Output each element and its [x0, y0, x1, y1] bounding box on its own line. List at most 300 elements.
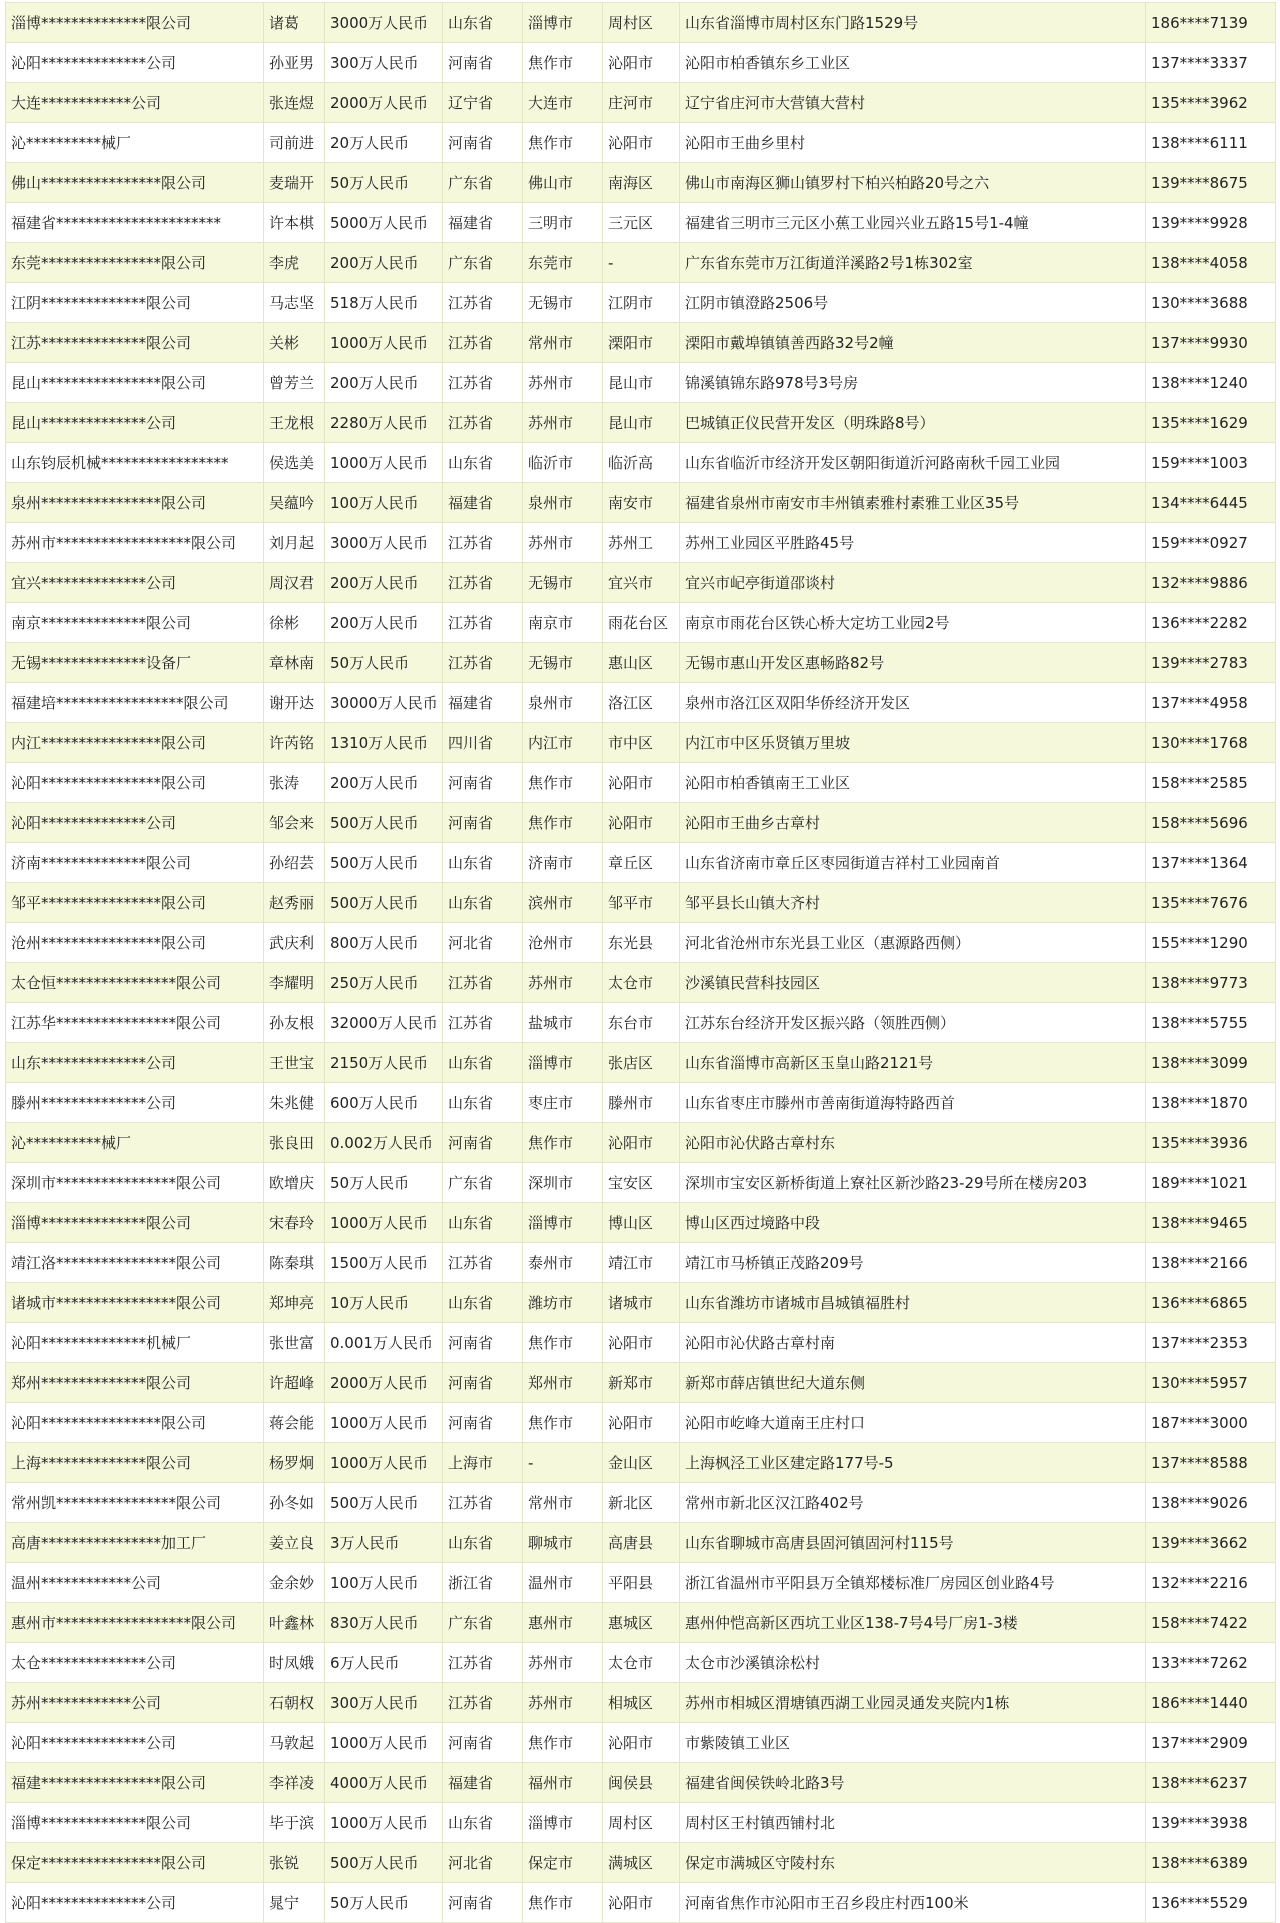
legal-person-cell: 司前进 [264, 123, 325, 163]
phone-cell: 138****6237 [1146, 1763, 1276, 1803]
city-cell: 枣庄市 [523, 1083, 603, 1123]
table-row [6, 1443, 1276, 1483]
phone-cell: 139****3938 [1146, 1803, 1276, 1843]
address-cell: 佛山市南海区狮山镇罗村下柏兴柏路20号之六 [680, 163, 1146, 203]
registered-capital-cell: 50万人民币 [325, 643, 443, 683]
phone-cell: 136****5529 [1146, 1883, 1276, 1923]
legal-person-cell: 毕于滨 [264, 1803, 325, 1843]
table-row [6, 1243, 1276, 1283]
province-cell: 四川省 [443, 723, 523, 763]
company-table-container [5, 2, 1275, 1923]
legal-person-cell: 陈秦琪 [264, 1243, 325, 1283]
legal-person-cell: 张锐 [264, 1843, 325, 1883]
city-cell: 焦作市 [523, 123, 603, 163]
registered-capital-cell: 1000万人民币 [325, 1803, 443, 1843]
registered-capital-cell: 1000万人民币 [325, 323, 443, 363]
address-cell: 沁阳市王曲乡古章村 [680, 803, 1146, 843]
legal-person-cell: 李耀明 [264, 963, 325, 1003]
legal-person-cell: 赵秀丽 [264, 883, 325, 923]
registered-capital-cell: 10万人民币 [325, 1283, 443, 1323]
legal-person-cell: 马志坚 [264, 283, 325, 323]
city-cell: 焦作市 [523, 1123, 603, 1163]
company-name-cell: 沁阳**************公司 [6, 1883, 264, 1923]
company-name-cell: 淄博**************限公司 [6, 1203, 264, 1243]
province-cell: 福建省 [443, 683, 523, 723]
city-cell: 郑州市 [523, 1363, 603, 1403]
company-name-cell: 福建省********************** [6, 203, 264, 243]
table-row [6, 1483, 1276, 1523]
registered-capital-cell: 0.002万人民币 [325, 1123, 443, 1163]
city-cell: 焦作市 [523, 1403, 603, 1443]
company-name-cell: 淄博**************限公司 [6, 1803, 264, 1843]
table-row [6, 923, 1276, 963]
province-cell: 河南省 [443, 123, 523, 163]
company-name-cell: 苏州************公司 [6, 1683, 264, 1723]
address-cell: 沁阳市王曲乡里村 [680, 123, 1146, 163]
company-name-cell: 沁阳**************机械厂 [6, 1323, 264, 1363]
district-cell: 靖江市 [603, 1243, 680, 1283]
legal-person-cell: 诸葛 [264, 3, 325, 43]
phone-cell: 136****2282 [1146, 603, 1276, 643]
address-cell: 山东省淄博市周村区东门路1529号 [680, 3, 1146, 43]
phone-cell: 139****3662 [1146, 1523, 1276, 1563]
company-name-cell: 泉州****************限公司 [6, 483, 264, 523]
province-cell: 江苏省 [443, 1003, 523, 1043]
table-row [6, 43, 1276, 83]
registered-capital-cell: 250万人民币 [325, 963, 443, 1003]
legal-person-cell: 张良田 [264, 1123, 325, 1163]
province-cell: 河南省 [443, 763, 523, 803]
phone-cell: 132****2216 [1146, 1563, 1276, 1603]
district-cell: 沁阳市 [603, 803, 680, 843]
district-cell: 苏州工 [603, 523, 680, 563]
address-cell: 山东省潍坊市诸城市昌城镇福胜村 [680, 1283, 1146, 1323]
table-row [6, 963, 1276, 1003]
phone-cell: 138****1240 [1146, 363, 1276, 403]
phone-cell: 158****5696 [1146, 803, 1276, 843]
legal-person-cell: 马敦起 [264, 1723, 325, 1763]
registered-capital-cell: 500万人民币 [325, 1843, 443, 1883]
address-cell: 周村区王村镇西铺村北 [680, 1803, 1146, 1843]
company-name-cell: 滕州**************公司 [6, 1083, 264, 1123]
phone-cell: 136****6865 [1146, 1283, 1276, 1323]
province-cell: 江苏省 [443, 963, 523, 1003]
city-cell: 沧州市 [523, 923, 603, 963]
phone-cell: 137****3337 [1146, 43, 1276, 83]
phone-cell: 135****3936 [1146, 1123, 1276, 1163]
district-cell: 庄河市 [603, 83, 680, 123]
district-cell: 周村区 [603, 3, 680, 43]
province-cell: 河北省 [443, 1843, 523, 1883]
province-cell: 江苏省 [443, 603, 523, 643]
province-cell: 广东省 [443, 163, 523, 203]
legal-person-cell: 张连煜 [264, 83, 325, 123]
phone-cell: 187****3000 [1146, 1403, 1276, 1443]
province-cell: 山东省 [443, 843, 523, 883]
table-row [6, 403, 1276, 443]
table-row [6, 3, 1276, 43]
address-cell: 沁阳市沁伏路古章村东 [680, 1123, 1146, 1163]
registered-capital-cell: 200万人民币 [325, 563, 443, 603]
city-cell: 淄博市 [523, 3, 603, 43]
province-cell: 福建省 [443, 1763, 523, 1803]
company-name-cell: 济南**************限公司 [6, 843, 264, 883]
legal-person-cell: 徐彬 [264, 603, 325, 643]
company-name-cell: 沧州****************限公司 [6, 923, 264, 963]
phone-cell: 134****6445 [1146, 483, 1276, 523]
district-cell: 沁阳市 [603, 1323, 680, 1363]
city-cell: 无锡市 [523, 563, 603, 603]
phone-cell: 135****7676 [1146, 883, 1276, 923]
address-cell: 沁阳市柏香镇东乡工业区 [680, 43, 1146, 83]
table-row [6, 483, 1276, 523]
table-row [6, 843, 1276, 883]
table-row [6, 1363, 1276, 1403]
phone-cell: 138****9026 [1146, 1483, 1276, 1523]
table-row [6, 243, 1276, 283]
phone-cell: 137****9930 [1146, 323, 1276, 363]
district-cell: 南海区 [603, 163, 680, 203]
phone-cell: 186****1440 [1146, 1683, 1276, 1723]
district-cell: 宝安区 [603, 1163, 680, 1203]
registered-capital-cell: 100万人民币 [325, 1563, 443, 1603]
company-name-cell: 苏州市******************限公司 [6, 523, 264, 563]
province-cell: 河南省 [443, 1363, 523, 1403]
legal-person-cell: 晁宁 [264, 1883, 325, 1923]
district-cell: 博山区 [603, 1203, 680, 1243]
table-row [6, 1323, 1276, 1363]
province-cell: 福建省 [443, 203, 523, 243]
company-name-cell: 福建培*****************限公司 [6, 683, 264, 723]
address-cell: 南京市雨花台区铁心桥大定坊工业园2号 [680, 603, 1146, 643]
district-cell: 相城区 [603, 1683, 680, 1723]
table-row [6, 363, 1276, 403]
province-cell: 广东省 [443, 243, 523, 283]
table-row [6, 563, 1276, 603]
district-cell: 东光县 [603, 923, 680, 963]
address-cell: 山东省济南市章丘区枣园街道吉祥村工业园南首 [680, 843, 1146, 883]
city-cell: 深圳市 [523, 1163, 603, 1203]
district-cell: 太仓市 [603, 1643, 680, 1683]
address-cell: 内江市中区乐贤镇万里坡 [680, 723, 1146, 763]
table-row [6, 283, 1276, 323]
address-cell: 太仓市沙溪镇涂松村 [680, 1643, 1146, 1683]
table-row [6, 1123, 1276, 1163]
district-cell: 雨花台区 [603, 603, 680, 643]
registered-capital-cell: 4000万人民币 [325, 1763, 443, 1803]
registered-capital-cell: 1000万人民币 [325, 1443, 443, 1483]
city-cell: 泰州市 [523, 1243, 603, 1283]
address-cell: 靖江市马桥镇正茂路209号 [680, 1243, 1146, 1283]
table-row [6, 603, 1276, 643]
company-name-cell: 沁**********械厂 [6, 1123, 264, 1163]
legal-person-cell: 麦瑞开 [264, 163, 325, 203]
district-cell: 洛江区 [603, 683, 680, 723]
registered-capital-cell: 3万人民币 [325, 1523, 443, 1563]
registered-capital-cell: 30000万人民币 [325, 683, 443, 723]
city-cell: 南京市 [523, 603, 603, 643]
city-cell: 无锡市 [523, 643, 603, 683]
phone-cell: 159****1003 [1146, 443, 1276, 483]
legal-person-cell: 孙亚男 [264, 43, 325, 83]
phone-cell: 133****7262 [1146, 1643, 1276, 1683]
legal-person-cell: 周汉君 [264, 563, 325, 603]
company-name-cell: 常州凯****************限公司 [6, 1483, 264, 1523]
district-cell: 南安市 [603, 483, 680, 523]
district-cell: 沁阳市 [603, 1883, 680, 1923]
city-cell: 苏州市 [523, 363, 603, 403]
legal-person-cell: 许本棋 [264, 203, 325, 243]
company-name-cell: 沁阳****************限公司 [6, 1403, 264, 1443]
district-cell: 新郑市 [603, 1363, 680, 1403]
registered-capital-cell: 1000万人民币 [325, 1403, 443, 1443]
legal-person-cell: 孙冬如 [264, 1483, 325, 1523]
company-name-cell: 江苏华****************限公司 [6, 1003, 264, 1043]
address-cell: 山东省聊城市高唐县固河镇固河村115号 [680, 1523, 1146, 1563]
registered-capital-cell: 0.001万人民币 [325, 1323, 443, 1363]
company-name-cell: 沁**********械厂 [6, 123, 264, 163]
address-cell: 上海枫泾工业区建定路177号-5 [680, 1443, 1146, 1483]
table-row [6, 883, 1276, 923]
district-cell: 溧阳市 [603, 323, 680, 363]
address-cell: 沁阳市柏香镇南王工业区 [680, 763, 1146, 803]
city-cell: - [523, 1443, 603, 1483]
province-cell: 河南省 [443, 1323, 523, 1363]
table-row [6, 163, 1276, 203]
legal-person-cell: 关彬 [264, 323, 325, 363]
phone-cell: 159****0927 [1146, 523, 1276, 563]
address-cell: 惠州仲恺高新区西坑工业区138-7号4号厂房1-3楼 [680, 1603, 1146, 1643]
city-cell: 泉州市 [523, 483, 603, 523]
legal-person-cell: 许超峰 [264, 1363, 325, 1403]
province-cell: 河北省 [443, 923, 523, 963]
table-row [6, 1523, 1276, 1563]
phone-cell: 155****1290 [1146, 923, 1276, 963]
legal-person-cell: 姜立良 [264, 1523, 325, 1563]
city-cell: 潍坊市 [523, 1283, 603, 1323]
registered-capital-cell: 200万人民币 [325, 363, 443, 403]
legal-person-cell: 石朝权 [264, 1683, 325, 1723]
address-cell: 沁阳市沁伏路古章村南 [680, 1323, 1146, 1363]
address-cell: 江阴市镇澄路2506号 [680, 283, 1146, 323]
legal-person-cell: 蒋会能 [264, 1403, 325, 1443]
table-row [6, 1563, 1276, 1603]
table-row [6, 1603, 1276, 1643]
phone-cell: 137****2909 [1146, 1723, 1276, 1763]
city-cell: 苏州市 [523, 1683, 603, 1723]
district-cell: 东台市 [603, 1003, 680, 1043]
registered-capital-cell: 50万人民币 [325, 1163, 443, 1203]
province-cell: 河南省 [443, 1723, 523, 1763]
legal-person-cell: 宋春玲 [264, 1203, 325, 1243]
district-cell: 市中区 [603, 723, 680, 763]
registered-capital-cell: 32000万人民币 [325, 1003, 443, 1043]
registered-capital-cell: 200万人民币 [325, 603, 443, 643]
address-cell: 市紫陵镇工业区 [680, 1723, 1146, 1763]
district-cell: 临沂高 [603, 443, 680, 483]
district-cell: 高唐县 [603, 1523, 680, 1563]
district-cell: 诸城市 [603, 1283, 680, 1323]
company-name-cell: 南京**************限公司 [6, 603, 264, 643]
province-cell: 山东省 [443, 443, 523, 483]
district-cell: 宜兴市 [603, 563, 680, 603]
address-cell: 常州市新北区汉江路402号 [680, 1483, 1146, 1523]
table-row [6, 123, 1276, 163]
city-cell: 无锡市 [523, 283, 603, 323]
address-cell: 山东省临沂市经济开发区朝阳街道沂河路南秋千园工业园 [680, 443, 1146, 483]
city-cell: 保定市 [523, 1843, 603, 1883]
registered-capital-cell: 200万人民币 [325, 243, 443, 283]
address-cell: 宜兴市屺亭街道邵谈村 [680, 563, 1146, 603]
city-cell: 滨州市 [523, 883, 603, 923]
registered-capital-cell: 5000万人民币 [325, 203, 443, 243]
district-cell: 满城区 [603, 1843, 680, 1883]
address-cell: 邹平县长山镇大齐村 [680, 883, 1146, 923]
legal-person-cell: 刘月起 [264, 523, 325, 563]
legal-person-cell: 曾芳兰 [264, 363, 325, 403]
company-name-cell: 昆山**************公司 [6, 403, 264, 443]
legal-person-cell: 章林南 [264, 643, 325, 683]
address-cell: 河南省焦作市沁阳市王召乡段庄村西100米 [680, 1883, 1146, 1923]
company-name-cell: 保定****************限公司 [6, 1843, 264, 1883]
province-cell: 江苏省 [443, 403, 523, 443]
district-cell: 沁阳市 [603, 123, 680, 163]
table-row [6, 763, 1276, 803]
phone-cell: 158****2585 [1146, 763, 1276, 803]
company-name-cell: 靖江洛****************限公司 [6, 1243, 264, 1283]
legal-person-cell: 朱兆健 [264, 1083, 325, 1123]
city-cell: 聊城市 [523, 1523, 603, 1563]
legal-person-cell: 郑坤亮 [264, 1283, 325, 1323]
province-cell: 山东省 [443, 1523, 523, 1563]
district-cell: 邹平市 [603, 883, 680, 923]
legal-person-cell: 谢开达 [264, 683, 325, 723]
registered-capital-cell: 500万人民币 [325, 1483, 443, 1523]
legal-person-cell: 时凤娥 [264, 1643, 325, 1683]
city-cell: 焦作市 [523, 803, 603, 843]
registered-capital-cell: 1000万人民币 [325, 1203, 443, 1243]
province-cell: 广东省 [443, 1603, 523, 1643]
province-cell: 浙江省 [443, 1563, 523, 1603]
table-row [6, 1723, 1276, 1763]
company-name-cell: 沁阳**************公司 [6, 803, 264, 843]
city-cell: 大连市 [523, 83, 603, 123]
province-cell: 江苏省 [443, 1683, 523, 1723]
legal-person-cell: 张世富 [264, 1323, 325, 1363]
province-cell: 广东省 [443, 1163, 523, 1203]
table-row [6, 1763, 1276, 1803]
address-cell: 福建省闽侯铁岭北路3号 [680, 1763, 1146, 1803]
company-name-cell: 惠州市******************限公司 [6, 1603, 264, 1643]
legal-person-cell: 侯选美 [264, 443, 325, 483]
district-cell: 沁阳市 [603, 1403, 680, 1443]
registered-capital-cell: 300万人民币 [325, 43, 443, 83]
table-row [6, 643, 1276, 683]
city-cell: 焦作市 [523, 1883, 603, 1923]
table-row [6, 1803, 1276, 1843]
company-name-cell: 佛山****************限公司 [6, 163, 264, 203]
district-cell: 沁阳市 [603, 1723, 680, 1763]
table-row [6, 1643, 1276, 1683]
legal-person-cell: 邹会来 [264, 803, 325, 843]
district-cell: 新北区 [603, 1483, 680, 1523]
province-cell: 山东省 [443, 1083, 523, 1123]
company-name-cell: 宜兴**************公司 [6, 563, 264, 603]
company-name-cell: 高唐****************加工厂 [6, 1523, 264, 1563]
phone-cell: 139****8675 [1146, 163, 1276, 203]
province-cell: 山东省 [443, 1803, 523, 1843]
district-cell: - [603, 243, 680, 283]
table-row [6, 803, 1276, 843]
table-row [6, 1203, 1276, 1243]
province-cell: 山东省 [443, 883, 523, 923]
legal-person-cell: 杨罗炯 [264, 1443, 325, 1483]
company-name-cell: 东莞****************限公司 [6, 243, 264, 283]
city-cell: 内江市 [523, 723, 603, 763]
address-cell: 新郑市薛店镇世纪大道东侧 [680, 1363, 1146, 1403]
phone-cell: 138****1870 [1146, 1083, 1276, 1123]
legal-person-cell: 李祥凌 [264, 1763, 325, 1803]
registered-capital-cell: 500万人民币 [325, 803, 443, 843]
registered-capital-cell: 1500万人民币 [325, 1243, 443, 1283]
company-table [5, 2, 1276, 1923]
legal-person-cell: 欧增庆 [264, 1163, 325, 1203]
address-cell: 苏州工业园区平胜路45号 [680, 523, 1146, 563]
company-name-cell: 太仓**************公司 [6, 1643, 264, 1683]
district-cell: 沁阳市 [603, 43, 680, 83]
company-name-cell: 福建****************限公司 [6, 1763, 264, 1803]
address-cell: 沙溪镇民营科技园区 [680, 963, 1146, 1003]
registered-capital-cell: 2000万人民币 [325, 83, 443, 123]
company-name-cell: 温州************公司 [6, 1563, 264, 1603]
registered-capital-cell: 3000万人民币 [325, 523, 443, 563]
phone-cell: 137****2353 [1146, 1323, 1276, 1363]
city-cell: 苏州市 [523, 403, 603, 443]
address-cell: 山东省淄博市高新区玉皇山路2121号 [680, 1043, 1146, 1083]
company-name-cell: 无锡**************设备厂 [6, 643, 264, 683]
legal-person-cell: 王龙根 [264, 403, 325, 443]
address-cell: 浙江省温州市平阳县万全镇郑楼标准厂房园区创业路4号 [680, 1563, 1146, 1603]
district-cell: 三元区 [603, 203, 680, 243]
registered-capital-cell: 50万人民币 [325, 1883, 443, 1923]
district-cell: 沁阳市 [603, 1123, 680, 1163]
address-cell: 无锡市惠山开发区惠畅路82号 [680, 643, 1146, 683]
phone-cell: 138****6389 [1146, 1843, 1276, 1883]
province-cell: 河南省 [443, 1403, 523, 1443]
phone-cell: 130****3688 [1146, 283, 1276, 323]
address-cell: 河北省沧州市东光县工业区（惠源路西侧） [680, 923, 1146, 963]
city-cell: 福州市 [523, 1763, 603, 1803]
table-row [6, 323, 1276, 363]
legal-person-cell: 吴蕴吟 [264, 483, 325, 523]
registered-capital-cell: 1000万人民币 [325, 443, 443, 483]
registered-capital-cell: 800万人民币 [325, 923, 443, 963]
district-cell: 张店区 [603, 1043, 680, 1083]
district-cell: 周村区 [603, 1803, 680, 1843]
company-name-cell: 江苏**************限公司 [6, 323, 264, 363]
city-cell: 盐城市 [523, 1003, 603, 1043]
phone-cell: 137****8588 [1146, 1443, 1276, 1483]
city-cell: 苏州市 [523, 1643, 603, 1683]
table-row [6, 523, 1276, 563]
company-name-cell: 淄博**************限公司 [6, 3, 264, 43]
phone-cell: 186****7139 [1146, 3, 1276, 43]
province-cell: 山东省 [443, 1043, 523, 1083]
registered-capital-cell: 500万人民币 [325, 843, 443, 883]
district-cell: 太仓市 [603, 963, 680, 1003]
province-cell: 福建省 [443, 483, 523, 523]
address-cell: 福建省三明市三元区小蕉工业园兴业五路15号1-4幢 [680, 203, 1146, 243]
